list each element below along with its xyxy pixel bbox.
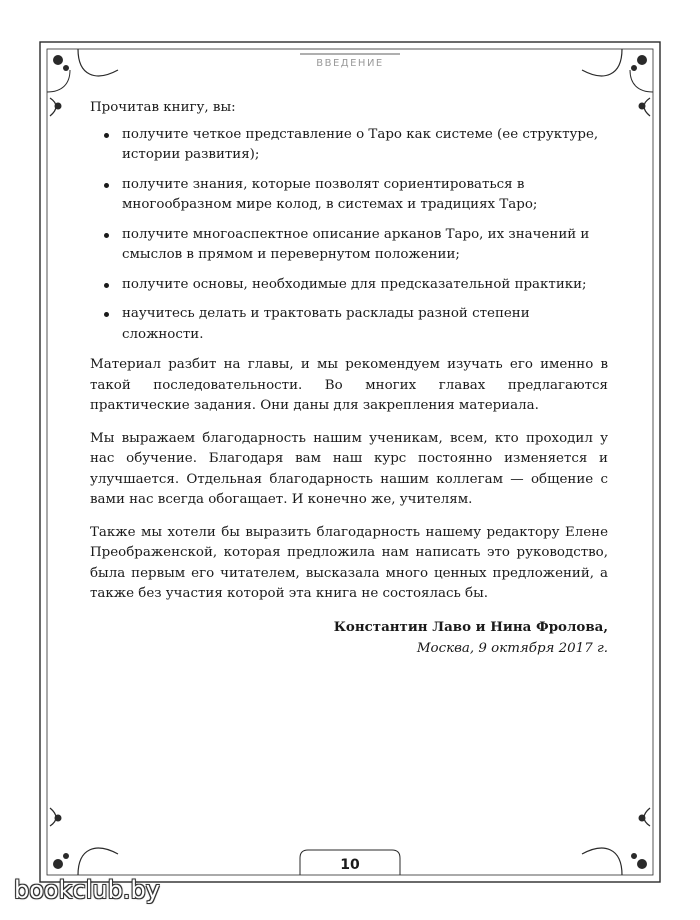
intro-line: Прочитав книгу, вы: [90, 100, 236, 115]
list-item [90, 304, 608, 345]
bullet-icon [104, 183, 109, 188]
paragraph-thanks-students: Мы выражаем благодарность нашим ученикам, всем, кто проходил у нас обучение. Благодаря вам наш курс постоянно изменяется и улучшается. Отдельная благодарность нашим коллегам — общение с вами нас всегда обогащает. И конечно же, учителям. [90, 430, 608, 507]
page-body [90, 98, 608, 660]
running-header: ВВЕДЕНИЕ [316, 58, 384, 69]
list-item [90, 225, 608, 266]
bullet-icon [104, 133, 109, 138]
list-item [90, 125, 608, 166]
bullet-icon [104, 312, 109, 317]
list-item-text: получите знания, которые позволят сориентироваться в многообразном мире колод, в системах и традициях Таро; [122, 176, 538, 212]
list-item-text: получите четкое представление о Таро как системе (ее структуре, истории развития); [122, 126, 599, 162]
list-item [90, 175, 608, 216]
list-item-text: получите основы, необходимые для предсказательной практики; [122, 276, 587, 292]
benefits-list [90, 125, 608, 346]
list-item-text: получите многоаспектное описание арканов Таро, их значений и смыслов в прямом и перевернутом положении; [122, 226, 590, 262]
signature-block [90, 617, 608, 660]
watermark: bookclub.by [14, 876, 160, 904]
list-item [90, 275, 608, 296]
list-item-text: научитесь делать и трактовать расклады разной степени сложности. [122, 306, 530, 342]
bullet-icon [104, 283, 109, 288]
place-date: Москва, 9 октября 2017 г. [416, 641, 608, 656]
bullet-icon [104, 233, 109, 238]
paragraph-chapters: Материал разбит на главы, и мы рекомендуем изучать его именно в такой последовательности. Во многих главах предлагаются практические задания. Они даны для закрепления материала. [90, 357, 608, 413]
paragraph-thanks-editor: Также мы хотели бы выразить благодарность нашему редактору Елене Преображенской, которая предложила нам написать это руководство, была первым его читателем, высказала много ценных предложений, а также без участия которой эта книга не состоялась бы. [90, 524, 608, 601]
page-number: 10 [340, 857, 360, 873]
author-names: Константин Лаво и Нина Фролова, [333, 618, 608, 635]
